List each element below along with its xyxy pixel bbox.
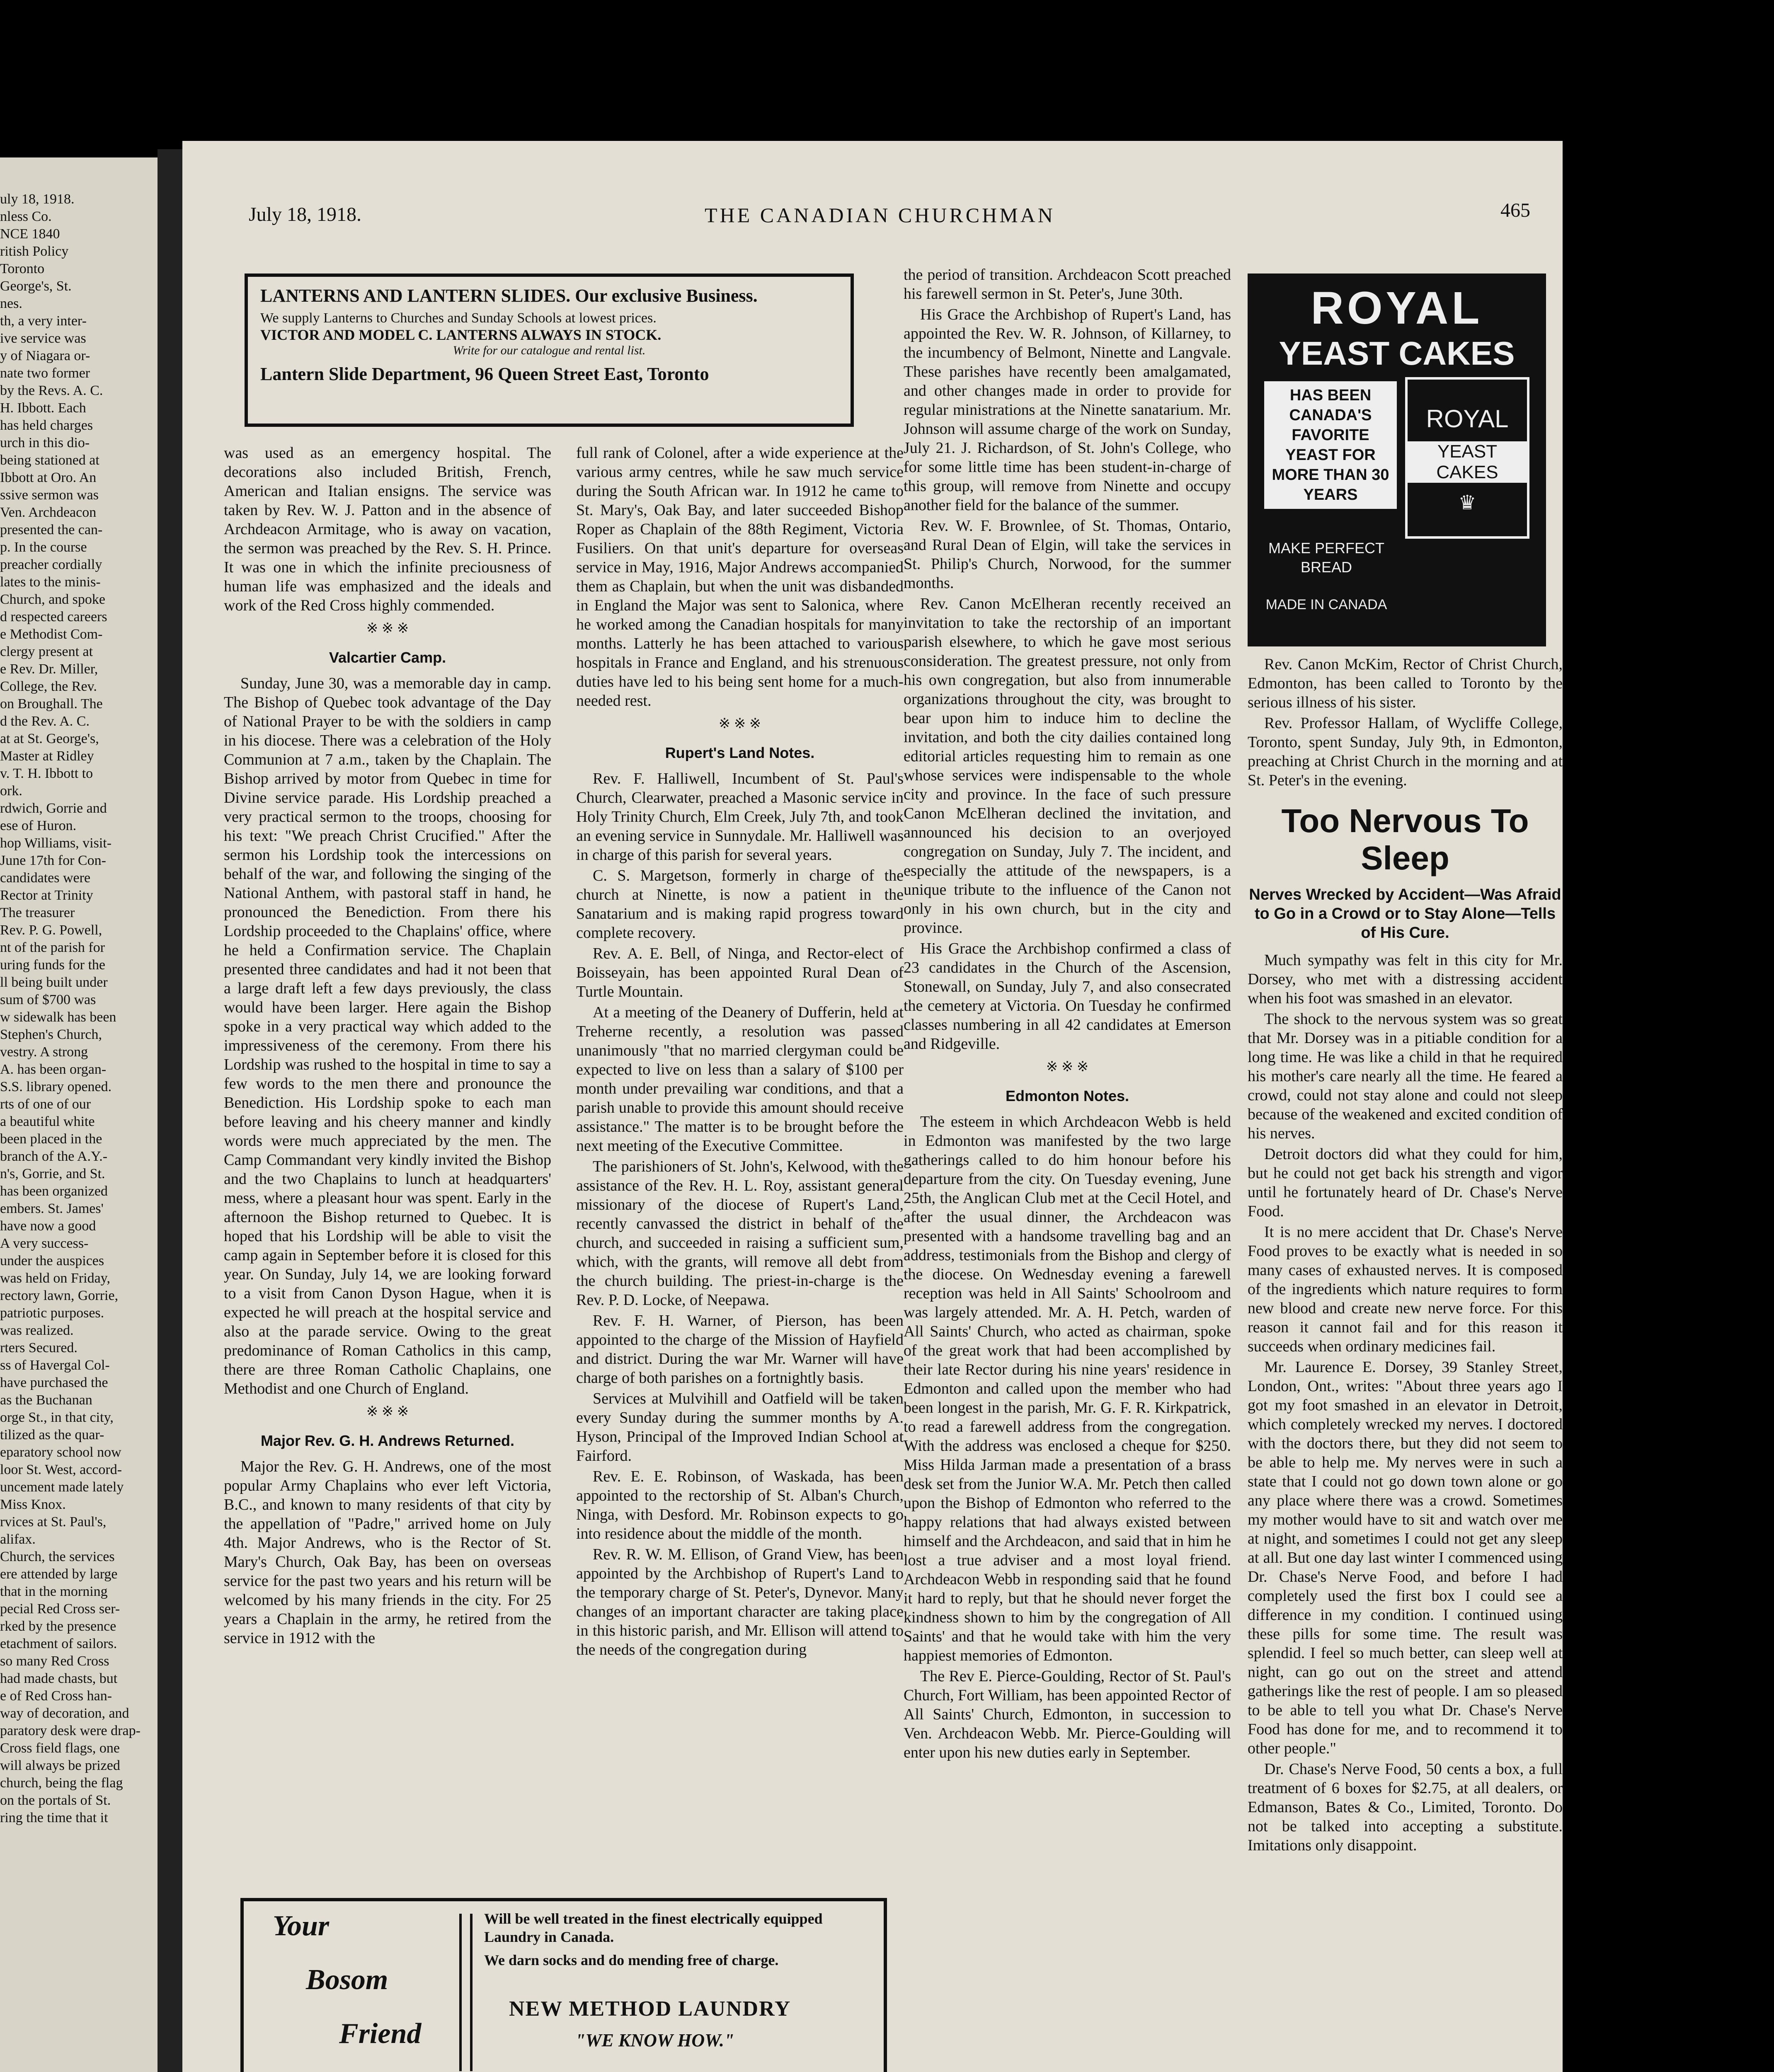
left-page-line: will always be prized <box>0 1758 120 1773</box>
laundry-your: Your <box>273 1910 330 1942</box>
left-page-line: paratory desk were drap- <box>0 1723 141 1738</box>
masthead-title: THE CANADIAN CHURCHMAN <box>705 203 1055 227</box>
lanterns-tag: Our exclusive Business. <box>575 286 758 306</box>
col2-heading-ruperts-land: Rupert's Land Notes. <box>665 744 815 761</box>
left-page-line: ll being built under <box>0 975 108 990</box>
left-page-line: church, being the flag <box>0 1775 123 1791</box>
left-page-line: on Broughall. The <box>0 696 103 712</box>
left-page-line: on the portals of St. <box>0 1793 111 1808</box>
col2-p3: Rev. A. E. Bell, of Ninga, and Rector-elect of Boisseyain, has been appointed Rural Dean of Turtle Mountain. <box>576 945 904 1000</box>
left-page-line: patriotic purposes. <box>0 1305 104 1321</box>
col3-p5: The esteem in which Archdeacon Webb is held in Edmonton was manifested by the two large gatherings called to do him honour before his departure from the city. On Tuesday evening, June 25th, the Anglican Club met at the Cecil Hotel, and after the usual dinner, the Archdeacon was presented with a handsome travelling bag and an address, testimonials from the Bishop and clergy of the diocese. On Wednesday evening a farewell reception was held in All Saints' Schoolroom and was largely attended. Mr. A. H. Petch, warden of All Saints' Church, who acted as chairman, spoke of the great work that had been accomplished by their late Rector during his nine years' residence in Edmonton and called upon the member who had been longest in the parish, Mr. G. F. R. Kirkpatrick, to read a farewell address from the congregation. With the address was enclosed a cheque for $250. Miss Hilda Jarman made a presentation of a brass desk set from the Junior W.A. Mr. Petch then called upon the Bishop of Edmonton who referred to the happy relations that had always existed between himself and the Archdeacon, and said that in him he lost a true adviser and a most loyal friend. Archdeacon Webb in responding said that he found it hard to reply, but that he should never forget the kindness shown to him by the congregation of All Saints' and that he would take with him the very happiest memories of Edmonton. <box>904 1113 1231 1664</box>
laundry-friend: Friend <box>339 2018 422 2050</box>
left-page-line: by the Revs. A. C. <box>0 383 103 398</box>
left-page-line: have now a good <box>0 1218 96 1234</box>
left-page-line: th, a very inter- <box>0 313 87 329</box>
col3-heading-edmonton: Edmonton Notes. <box>1006 1087 1129 1104</box>
col2-p6: Rev. F. H. Warner, of Pierson, has been appointed to the charge of the Mission of Hayfield and district. During the war Mr. Warner will have charge of both parishes on a fortnightly basis. <box>576 1312 904 1387</box>
royal-brand: ROYAL <box>1311 283 1483 334</box>
left-page-line: as the Buchanan <box>0 1392 92 1408</box>
col3-p2: Rev. W. F. Brownlee, of St. Thomas, Ontario, and Rural Dean of Elgin, will take the services in St. Philip's Church, Norwood, for the summer months. <box>904 517 1231 592</box>
left-page-line: June 17th for Con- <box>0 853 106 868</box>
column-4 <box>1248 655 1563 2064</box>
section-divider: ※ ※ ※ <box>1046 1059 1089 1075</box>
left-page-line: ss of Havergal Col- <box>0 1358 110 1373</box>
left-page-line: e Methodist Com- <box>0 627 103 642</box>
col3-p1: His Grace the Archbishop of Rupert's Land, has appointed the Rev. W. R. Johnson, of Killarney, to the incumbency of Belmont, Ninette and Langvale. These parishes have recently been amalgamated, and other changes made in order to provide for regular ministrations at the Ninette sanatarium. Mr. Johnson will assume charge of the work on Sunday, July 21. J. Richardson, of St. John's College, who for some little time has been student-in-charge of this group, will remove from Ninette and occupy another field for the balance of the summer. <box>904 306 1231 514</box>
left-page-line: A very success- <box>0 1236 89 1251</box>
left-page-line: nes. <box>0 296 22 311</box>
col2-p9: Rev. R. W. M. Ellison, of Grand View, has been appointed by the Archbishop of Rupert's Land to the temporary charge of St. Peter's, Dynevor. Many changes of an important character are taking place in this historic parish, and Mr. Ellison will attend to the needs of the congregation during <box>576 1546 904 1658</box>
royal-sub2: MADE IN CANADA <box>1265 597 1387 612</box>
left-page-line: Ven. Archdeacon <box>0 505 97 520</box>
column-3 <box>904 265 1231 2026</box>
col4-subheading: Nerves Wrecked by Accident—Was Afraid to Go in a Crowd or to Stay Alone—Tells of His Cure. <box>1249 886 1561 942</box>
left-page-line: orge St., in that city, <box>0 1410 114 1425</box>
col2-p1: Rev. F. Halliwell, Incumbent of St. Paul's Church, Clearwater, preached a Masonic service in Holy Trinity Church, Elm Creek, July 7th, and took an evening service in Sunnydale. Mr. Halliwell was in charge of this parish for several years. <box>576 770 904 864</box>
left-page-line: candidates were <box>0 870 91 886</box>
left-page-line: been placed in the <box>0 1131 102 1147</box>
left-page-line: H. Ibbott. Each <box>0 400 86 416</box>
left-page-line: at at St. George's, <box>0 731 99 746</box>
masthead-date: July 18, 1918. <box>249 203 362 225</box>
left-page-line: has held charges <box>0 418 93 433</box>
left-page-line: was held on Friday, <box>0 1271 110 1286</box>
col4-p5: Detroit doctors did what they could for him, but he could not get back his strength and vigor until he fortunately heard of Dr. Chase's Nerve Food. <box>1248 1145 1563 1220</box>
left-page-line: rdwich, Gorrie and <box>0 801 107 816</box>
left-page-line: d the Rev. A. C. <box>0 714 90 729</box>
left-page-line: p. In the course <box>0 540 87 555</box>
left-page-line: ere attended by large <box>0 1566 118 1582</box>
left-page-line: clergy present at <box>0 644 93 659</box>
col4-p1: Rev. Canon McKim, Rector of Christ Church, Edmonton, has been called to Toronto by the serious illness of his sister. <box>1248 656 1563 711</box>
col2-p2: C. S. Margetson, formerly in charge of the church at Ninette, is now a patient in the Sanatarium and is making rapid progress toward complete recovery. <box>576 867 904 942</box>
left-page-line: has been organized <box>0 1184 108 1199</box>
left-page-line: Master at Ridley <box>0 748 94 764</box>
left-page-line: S.S. library opened. <box>0 1079 112 1094</box>
lanterns-line2: VICTOR AND MODEL C. LANTERNS ALWAYS IN STOCK. <box>260 327 662 343</box>
laundry-line1: Will be well treated in the finest electrically equipped Laundry in Canada. <box>484 1910 823 1945</box>
royal-sub1: MAKE PERFECT BREAD <box>1268 540 1385 576</box>
left-page-line: Cross field flags, one <box>0 1740 120 1756</box>
left-page-line: so many Red Cross <box>0 1653 109 1669</box>
lanterns-headline: LANTERNS AND LANTERN SLIDES. <box>260 286 571 306</box>
laundry-slogan: "WE KNOW HOW." <box>575 2030 734 2050</box>
col2-p7: Services at Mulvihill and Oatfield will be taken every Sunday during the summer months by A. Hyson, Principal of the Improved Indian School at Fairford. <box>576 1390 904 1464</box>
left-page-line: College, the Rev. <box>0 679 97 694</box>
left-page-line: sum of $700 was <box>0 992 96 1007</box>
left-page-line: presented the can- <box>0 522 103 537</box>
col4-p7: Mr. Laurence E. Dorsey, 39 Stanley Street, London, Ont., writes: "About three years ago I got my foot smashed in an elevator in Detroit, which completely wrecked my nerves. I doctored with the doctors there, but they did not seem to be able to help me. My nerves were in such a state that I could not go down town alone or go any place where there was a crowd. Sometimes my mother would have to sit and watch over me at night, and sometimes I could not get any sleep at all. But one day last winter I commenced using Dr. Chase's Nerve Food, and before I had completely used the first box I could see a difference in my condition. I continued using these pills for some time. The result was splendid. I feel so much better, can sleep well at night, can go out on the street and attend gatherings like the rest of people. I am so pleased to be able to tell you what Dr. Chase's Nerve Food has done for me, and to recommend it to other people." <box>1248 1358 1563 1757</box>
left-page-line: ork. <box>0 783 22 799</box>
lanterns-line4: Lantern Slide Department, 96 Queen Street East, Toronto <box>260 364 709 384</box>
left-page-line: Church, the services <box>0 1549 115 1564</box>
left-page-line: had made chasts, but <box>0 1671 118 1686</box>
laundry-divider <box>459 1914 473 2071</box>
left-page-line: eparatory school now <box>0 1445 121 1460</box>
left-page-line: rectory lawn, Gorrie, <box>0 1288 119 1303</box>
col3-p6: The Rev E. Pierce-Goulding, Rector of St. Paul's Church, Fort William, has been appointed Rector of All Saints' Church, Edmonton, in succession to Ven. Archdeacon Webb. Mr. Pierce-Goulding will enter upon his new duties early in September. <box>904 1668 1231 1761</box>
laundry-ad <box>240 1898 887 2072</box>
left-page-line: uly 18, 1918. <box>0 191 75 207</box>
left-page-line: have purchased the <box>0 1375 108 1390</box>
left-page-line: a beautiful white <box>0 1114 95 1129</box>
left-page-line: nt of the parish for <box>0 940 105 955</box>
col1-heading-andrews: Major Rev. G. H. Andrews Returned. <box>260 1432 515 1449</box>
left-page-line: Toronto <box>0 261 45 276</box>
section-divider: ※ ※ ※ <box>718 716 761 731</box>
section-divider: ※ ※ ※ <box>366 1404 409 1419</box>
col4-heading-nervous: Too Nervous To Sleep <box>1281 802 1529 876</box>
laundry-bosom: Bosom <box>306 1964 388 1996</box>
left-page-line: nate two former <box>0 366 90 381</box>
left-page-line: uncement made lately <box>0 1479 124 1495</box>
left-page-line: hop Williams, visit- <box>0 835 112 851</box>
left-page-line: rts of one of our <box>0 1097 91 1112</box>
left-page-line: rked by the presence <box>0 1619 116 1634</box>
column-1 <box>224 443 551 1852</box>
col4-p4: The shock to the nervous system was so great that Mr. Dorsey was in a pitiable condition for a long time. He was like a child in that he required his mother's care nearly all the time. He feared a crowd, could not stay alone and could not sleep because of the weakened and excited condition of his nerves. <box>1248 1010 1563 1142</box>
col2-p8: Rev. E. E. Robinson, of Waskada, has been appointed to the rectorship of St. Alban's Church, Ninga, with Desford. Mr. Robinson expects to go into residence about the middle of the month. <box>576 1468 904 1542</box>
col4-p6: It is no mere accident that Dr. Chase's Nerve Food proves to be exactly what is needed in so many cases of exhausted nerves. It is composed of the ingredients which nature requires to form new blood and create new nerve force. For this reason it cannot fail and for this reason it succeeds when ordinary medicines fail. <box>1248 1223 1563 1355</box>
left-page-line: Church, and spoke <box>0 592 106 607</box>
left-page-line: Stephen's Church, <box>0 1027 102 1042</box>
left-page-line: alifax. <box>0 1532 36 1547</box>
col1-andrews-text: Major the Rev. G. H. Andrews, one of the most popular Army Chaplains who ever left Victoria, B.C., and known to many residents of that city by the appellation of "Padre," arrived home on July 4th. Major Andrews, who is the Rector of St. Mary's Church, Oak Bay, has been on overseas service for the past two years and his return will be welcomed by his many friends in the city. For 25 years a Chaplain in the army, he retired from the service in 1912 with the <box>224 1458 551 1647</box>
col4-p8: Dr. Chase's Nerve Food, 50 cents a box, a full treatment of 6 boxes for $2.75, at all dealers, or Edmanson, Bates & Co., Limited, Toronto. Do not be talked into accepting a substitute. Imitations only disappoint. <box>1248 1760 1563 1854</box>
left-page-line: loor St. West, accord- <box>0 1462 122 1477</box>
left-page-line: being stationed at <box>0 453 99 468</box>
left-page-line: rters Secured. <box>0 1340 78 1356</box>
left-page-line: branch of the A.Y.- <box>0 1149 108 1164</box>
left-page-line: e of Red Cross han- <box>0 1688 112 1704</box>
lanterns-line1: We supply Lanterns to Churches and Sunday Schools at lowest prices. <box>260 310 657 326</box>
lanterns-ad <box>245 274 854 427</box>
left-page-line: y of Niagara or- <box>0 348 90 363</box>
col4-p2: Rev. Professor Hallam, of Wycliffe College, Toronto, spent Sunday, July 9th, in Edmonton, preaching at Christ Church in the morning and at St. Peter's in the evening. <box>1248 714 1563 789</box>
left-page-line: ssive sermon was <box>0 487 99 503</box>
col1-heading-valcartier: Valcartier Camp. <box>329 649 446 666</box>
left-page-line: under the auspices <box>0 1253 104 1268</box>
left-page-line: n's, Gorrie, and St. <box>0 1166 105 1181</box>
royal-product: YEAST CAKES <box>1279 335 1515 372</box>
left-page-line: rvices at St. Paul's, <box>0 1514 107 1530</box>
col2-p5: The parishioners of St. John's, Kelwood, with the assistance of the Rev. H. L. Roy, assistant general missionary of the diocese of Rupert's Land, recently canvassed the district in behalf of the church, and succeeded in raising a sufficient sum, which, with the grants, will remove all debt from the church building. The priest-in-charge is the Rev. P. D. Locke, of Neepawa. <box>576 1158 904 1309</box>
left-page-line: e Rev. Dr. Miller, <box>0 661 98 677</box>
left-page-line: lates to the minis- <box>0 574 101 590</box>
left-page-line: v. T. H. Ibbott to <box>0 766 93 781</box>
section-divider: ※ ※ ※ <box>366 621 409 636</box>
col2-intro: full rank of Colonel, after a wide experience at the various army centres, while he saw much service during the South African war. In 1912 he came to St. Mary's, Oak Bay, and later succeeded Bishop Roper as Chaplain of the 88th Regiment, Victoria Fusiliers. On that unit's departure for overseas service in May, 1916, Major Andrews accompanied them as Chaplain, but when the unit was disbanded in England the Major was sent to Salonica, where he worked among the Canadian hospitals for many months. Latterly he has been attached to various hospitals in France and England, and his strenuous duties have led to his being sent home for a much-needed rest. <box>576 444 904 709</box>
col1-valcartier-text: Sunday, June 30, was a memorable day in camp. The Bishop of Quebec took advantage of the Day of National Prayer to be with the soldiers in camp in his diocese. There was a celebration of the Holy Communion at 7 a.m., taken by the Chaplain. The Bishop arrived by motor from Quebec in time for Divine service parade. His Lordship preached a very practical sermon to the troops, choosing for his text: "We preach Christ Crucified." After the sermon his Lordship took the intercessions on behalf of the war, and following the singing of the National Anthem, with pastoral staff in hand, he pronounced the Benediction. From there his Lordship proceeded to the Chaplains' office, where he held a Confirmation service. The Chaplain presented three candidates and had it not been that a large draft left a few days previously, the class would have been larger. Here again the Bishop spoke in a very practical way which added to the impressiveness of the ceremony. From there his Lordship was rushed to the hospital in time to say a few words to the men there and pronounce the Benediction. His Lordship spoke to each man before leaving and his cheery manner and kindly words were much appreciated by the men. The Camp Commandant very kindly invited the Bishop and the two Chaplains to lunch at headquarters' mess, where a pleasant hour was spent. Early in the afternoon the Bishop returned to Quebec. It is hoped that his Lordship will be able to visit the camp again in September before it is closed for this year. On Sunday, July 14, we are looking forward to a visit from Canon Dyson Hague, when it is expected he will preach at the hospital service and also at the parade service. Owing to the great predominance of Roman Catholics in this camp, there are three Roman Catholic Chaplains, one Methodist and one Church of England. <box>224 675 551 1397</box>
left-page-line: that in the morning <box>0 1584 108 1599</box>
column-2 <box>576 443 904 1852</box>
left-page-line: embers. St. James' <box>0 1201 104 1216</box>
left-page-line: w sidewalk has been <box>0 1009 116 1025</box>
laundry-name: NEW METHOD LAUNDRY <box>509 1997 791 2021</box>
left-page-line: uring funds for the <box>0 957 106 973</box>
left-page-line: George's, St. <box>0 278 72 294</box>
left-page-column <box>0 191 153 1827</box>
col2-p4: At a meeting of the Deanery of Dufferin, held at Treherne recently, a resolution was passed unanimously "that no married clergyman could be expected to live on less than a salary of $100 per month under prevailing war conditions, and that a parish unable to provide this amount should receive assistance." The matter is to be brought before the next meeting of the Executive Committee. <box>576 1004 904 1155</box>
left-page-line: Rector at Trinity <box>0 888 93 903</box>
left-page-line: ring the time that it <box>0 1810 108 1825</box>
royal-yeast-ad <box>1248 274 1546 646</box>
left-page-line: vestry. A strong <box>0 1044 88 1060</box>
page-number: 465 <box>1500 199 1530 221</box>
col3-intro: the period of transition. Archdeacon Scott preached his farewell sermon in St. Peter's, June 30th. <box>904 266 1231 303</box>
left-page-line: tilized as the quar- <box>0 1427 104 1443</box>
lanterns-line3: Write for our catalogue and rental list. <box>453 344 646 357</box>
left-page-line: ive service was <box>0 331 86 346</box>
left-page-line: preacher cordially <box>0 557 102 572</box>
royal-package-icon: ROYAL YEAST CAKES ♛ <box>1405 377 1529 539</box>
left-page-line: pecial Red Cross ser- <box>0 1601 120 1617</box>
left-page-line: nless Co. <box>0 209 52 224</box>
col1-intro: was used as an emergency hospital. The decorations also included British, French, American and Italian ensigns. The service was taken by Rev. W. J. Patton and in the absence of Archdeacon Armitage, who is away on vacation, the sermon was preached by the Rev. S. H. Prince. It was one in which the infinite preciousness of human life was emphasized and the ideals and work of the Red Cross highly commended. <box>224 444 551 614</box>
royal-claim: HAS BEEN CANADA'S FAVORITE YEAST FOR MORE THAN 30 YEARS <box>1264 381 1397 509</box>
left-page-line: The treasurer <box>0 905 75 920</box>
left-page-line: ese of Huron. <box>0 818 77 833</box>
left-page-line: ritish Policy <box>0 244 69 259</box>
left-page-line: d respected careers <box>0 609 107 625</box>
book-spine <box>158 149 182 2072</box>
left-page-line: way of decoration, and <box>0 1706 129 1721</box>
left-page-line: A. has been organ- <box>0 1062 107 1077</box>
left-page-line: Rev. P. G. Powell, <box>0 922 102 938</box>
left-page-line: was realized. <box>0 1323 74 1338</box>
left-page-line: Miss Knox. <box>0 1497 66 1512</box>
col3-p4: His Grace the Archbishop confirmed a class of 23 candidates in the Church of the Ascension, Stonewall, on Sunday, July 7, and also consecrated the cemetery at Victoria. On Tuesday he confirmed classes numbering in all 42 candidates at Emerson and Ridgeville. <box>904 940 1231 1053</box>
left-page-line: NCE 1840 <box>0 226 60 242</box>
left-page-fragment <box>0 157 158 2072</box>
col3-p3: Rev. Canon McElheran recently received an invitation to take the rectorship of an important parish elsewhere, to which he gave most serious consideration. The greatest pressure, not only from his own congregation, but also from innumerable organizations throughout the city, was brought to bear upon him to induce him to decline the invitation, and both the city dailies contained long editorial articles requesting him to remain as one whose services were indispensable to the whole city and province. In the face of such pressure Canon McElheran declined the invitation, and announced his decision to an overjoyed congregation on Sunday, July 7. The incident, and especially the attitude of the newspapers, is a unique tribute to the influence of the Canon not only in his own church, but in the city and province. <box>904 595 1231 937</box>
left-page-line: Ibbott at Oro. An <box>0 470 97 485</box>
laundry-line2: We darn socks and do mending free of charge. <box>484 1952 779 1968</box>
col4-p3: Much sympathy was felt in this city for Mr. Dorsey, who met with a distressing accident when his foot was smashed in an elevator. <box>1248 951 1563 1007</box>
left-page-line: urch in this dio- <box>0 435 90 450</box>
left-page-line: etachment of sailors. <box>0 1636 117 1651</box>
